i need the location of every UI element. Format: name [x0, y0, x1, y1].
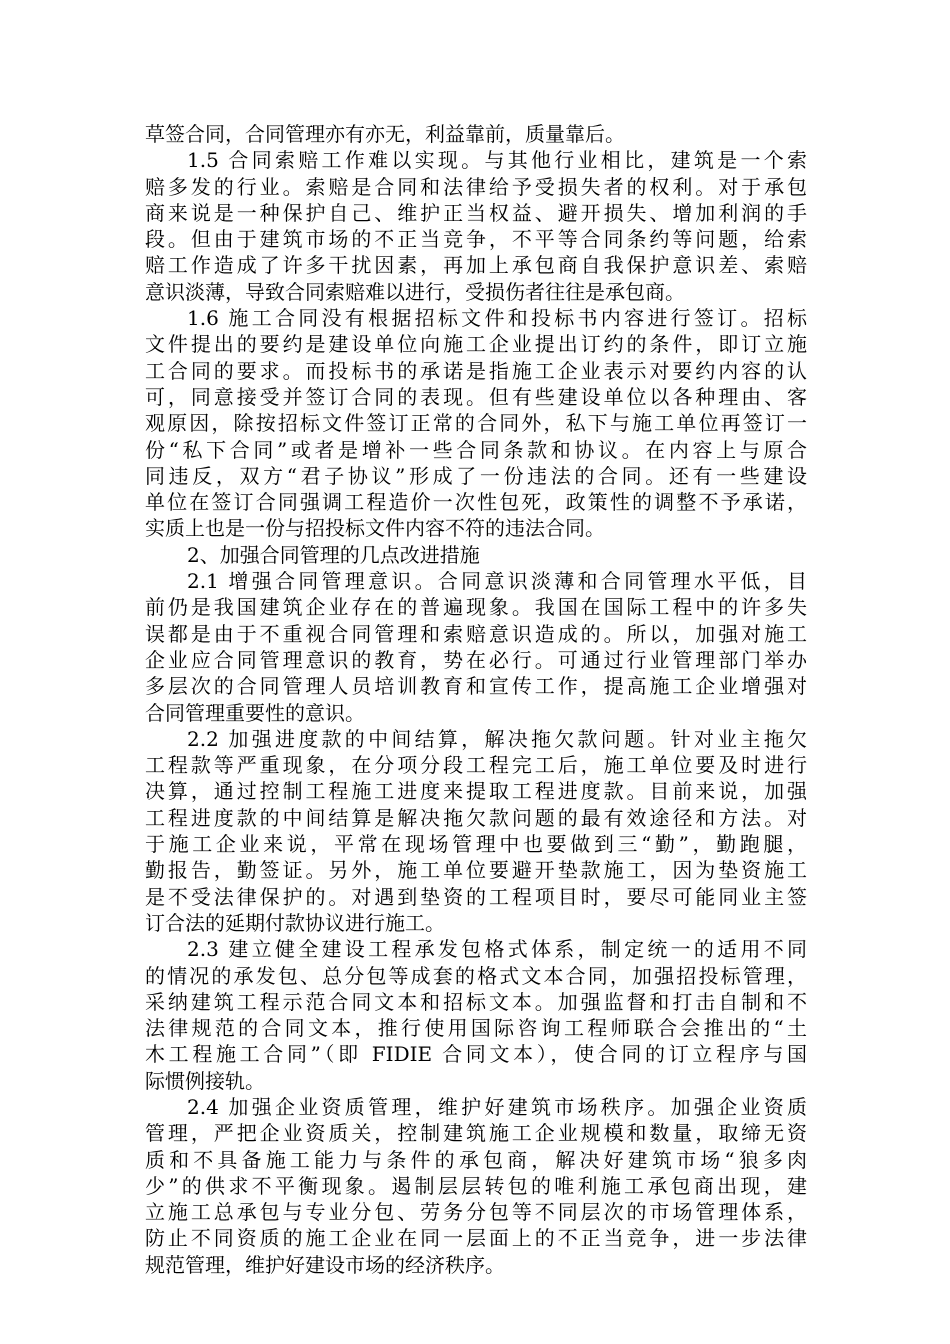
- paragraph-start-line: 1.6 施工合同没有根据招标文件和投标书内容进行签订。招标: [187, 306, 807, 331]
- paragraph-start-line: 2.1 增强合同管理意识。合同意识淡薄和合同管理水平低，目: [187, 569, 807, 594]
- text-line: 木工程施工合同”（即 FIDIE 合同文本），使合同的订立程序与国: [145, 1042, 807, 1067]
- paragraph-start-line: 2.2 加强进度款的中间结算，解决拖欠款问题。针对业主拖欠: [187, 726, 807, 751]
- text-line: 立施工总承包与专业分包、劳务分包等不同层次的市场管理体系，: [145, 1200, 807, 1225]
- text-line: 于施工企业来说，平常在现场管理中也要做到三“勤”，勤跑腿，: [145, 832, 807, 857]
- text-line: 管理，严把企业资质关，控制建筑施工企业规模和数量，取缔无资: [145, 1121, 807, 1146]
- paragraph-start-line: 2.4 加强企业资质管理，维护好建筑市场秩序。加强企业资质: [187, 1094, 807, 1119]
- text-line: 段。但由于建筑市场的不正当竞争，不平等合同条约等问题，给索: [145, 227, 807, 252]
- text-line: 法律规范的合同文本，推行使用国际咨询工程师联合会推出的“土: [145, 1016, 807, 1041]
- text-line: 文件提出的要约是建设单位向施工企业提出订约的条件，即订立施: [145, 332, 807, 357]
- text-line: 工程进度款的中间结算是解决拖欠款问题的最有效途径和方法。对: [145, 805, 807, 830]
- text-line: 误都是由于不重视合同管理和索赔意识造成的。所以，加强对施工: [145, 621, 807, 646]
- text-line: 赔工作造成了许多干扰因素，再加上承包商自我保护意识差、索赔: [145, 253, 807, 278]
- text-line: 多层次的合同管理人员培训教育和宣传工作，提高施工企业增强对: [145, 674, 807, 699]
- text-line: 订合法的延期付款协议进行施工。: [145, 910, 445, 935]
- text-line: 合同管理重要性的意识。: [145, 700, 365, 725]
- text-line: 观原因，除按招标文件签订正常的合同外，私下与施工单位再签订一: [145, 411, 807, 436]
- text-line: 工程款等严重现象，在分项分段工程完工后，施工单位要及时进行: [145, 753, 807, 778]
- paragraph-start-line: 2.3 建立健全建设工程承发包格式体系，制定统一的适用不同: [187, 937, 807, 962]
- text-line: 是不受法律保护的。对遇到垫资的工程项目时，要尽可能同业主签: [145, 884, 807, 909]
- text-line: 可，同意接受并签订合同的表现。但有些建设单位以各种理由、客: [145, 384, 807, 409]
- text-line: 商来说是一种保护自己、维护正当权益、避开损失、增加利润的手: [145, 200, 807, 225]
- text-line: 赔多发的行业。索赔是合同和法律给予受损失者的权利。对于承包: [145, 174, 807, 199]
- text-line: 同违反，双方“君子协议”形成了一份违法的合同。还有一些建设: [145, 463, 807, 488]
- paragraph-start-line: 1.5 合同索赔工作难以实现。与其他行业相比，建筑是一个索: [187, 148, 807, 173]
- text-line: 意识淡薄，导致合同索赔难以进行，受损伤者往往是承包商。: [145, 279, 685, 304]
- text-line: 勤报告，勤签证。另外，施工单位要避开垫款施工，因为垫资施工: [145, 858, 807, 883]
- text-line: 防止不同资质的施工企业在同一层面上的不正当竞争，进一步法律: [145, 1226, 807, 1251]
- text-line: 份“私下合同”或者是增补一些合同条款和协议。在内容上与原合: [145, 437, 807, 462]
- text-line: 采纳建筑工程示范合同文本和招标文本。加强监督和打击自制和不: [145, 989, 807, 1014]
- text-line: 实质上也是一份与招投标文件内容不符的违法合同。: [145, 516, 605, 541]
- text-line: 的情况的承发包、总分包等成套的格式文本合同，加强招投标管理，: [145, 963, 807, 988]
- text-line: 前仍是我国建筑企业存在的普遍现象。我国在国际工程中的许多失: [145, 595, 807, 620]
- document-page: [145, 121, 807, 1278]
- section-heading: 2、加强合同管理的几点改进措施: [187, 542, 480, 567]
- text-line: 际惯例接轨。: [145, 1068, 265, 1093]
- text-line: 质和不具备施工能力与条件的承包商，解决好建筑市场“狼多肉: [145, 1147, 807, 1172]
- text-line: 少”的供求不平衡现象。遏制层层转包的唯利施工承包商出现，建: [145, 1173, 807, 1198]
- text-line: 单位在签订合同强调工程造价一次性包死，政策性的调整不予承诺，: [145, 490, 807, 515]
- text-line: 企业应合同管理意识的教育，势在必行。可通过行业管理部门举办: [145, 647, 807, 672]
- text-line: 工合同的要求。而投标书的承诺是指施工企业表示对要约内容的认: [145, 358, 807, 383]
- text-line: 规范管理，维护好建设市场的经济秩序。: [145, 1252, 505, 1277]
- text-line: 草签合同，合同管理亦有亦无，利益靠前，质量靠后。: [145, 122, 625, 146]
- text-line: 决算，通过控制工程施工进度来提取工程进度款。目前来说，加强: [145, 779, 807, 804]
